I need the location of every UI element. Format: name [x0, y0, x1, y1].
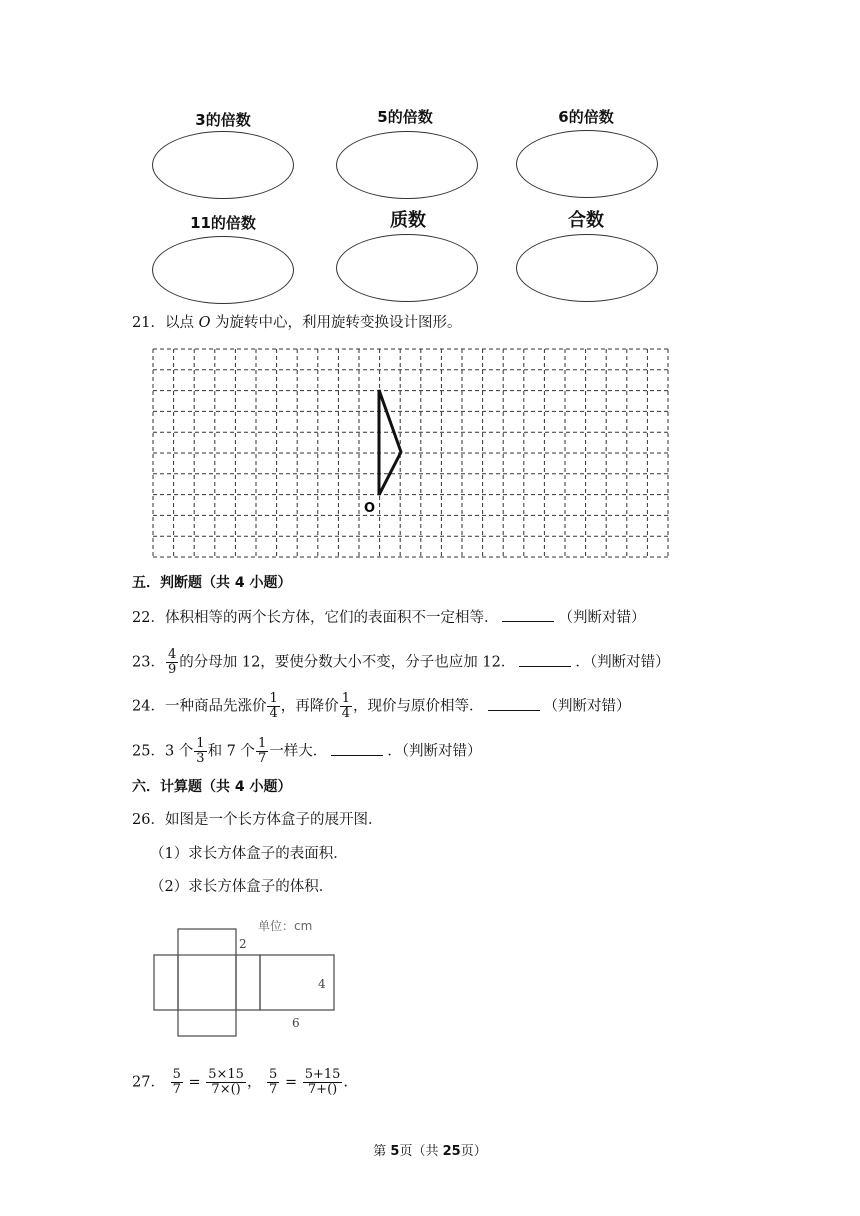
- fraction: $\frac{5\times 15}{7\times()}$: [208, 1067, 244, 1097]
- fraction: $\frac{4}{9}$: [167, 647, 177, 677]
- dimension-label: 4: [318, 977, 326, 991]
- question-27: 27． $\frac{5}{7}$ = $\frac{5\times 15}{7\times()}$ ， $\frac{5}{7}$ = $\frac{5+15}{7+()}$ .: [132, 1067, 349, 1097]
- question-21: 21．以点 O 为旋转中心，利用旋转变换设计图形。: [132, 315, 462, 331]
- oval-label: 11的倍数: [190, 214, 256, 232]
- point-o-label: O: [364, 501, 376, 516]
- section-title: 五．判断题（共 4 小题）: [132, 575, 292, 591]
- question-23: 23． $\frac{4}{9}$ 的分母加 12，要使分数大小不变，分子也应加 12． ．（判断对错）: [132, 647, 670, 677]
- oval-label: 5的倍数: [377, 108, 433, 126]
- question-24: 24．一种商品先涨价 $\frac{1}{4}$ ，再降价 $\frac{1}{4}$ ，现价与原价相等． （判断对错）: [132, 691, 631, 721]
- oval-label: 3的倍数: [195, 111, 251, 129]
- section-title: 六．计算题（共 4 小题）: [132, 779, 292, 795]
- page-footer: 第 5页（共 25页）: [373, 1144, 487, 1159]
- oval-label: 质数: [390, 210, 426, 231]
- unit-label: 单位：cm: [258, 919, 313, 933]
- fraction: $\frac{1}{4}$: [269, 691, 278, 721]
- question-25: 25．3 个 $\frac{1}{3}$ 和 7 个 $\frac{1}{7}$ 一样大． ．（判断对错）: [132, 736, 482, 766]
- question-26-part-2: （2）求长方体盒子的体积．: [150, 879, 334, 895]
- question-26: 26．如图是一个长方体盒子的展开图．: [132, 812, 383, 828]
- net-face: [236, 955, 260, 1010]
- oval-label: 6的倍数: [558, 108, 614, 126]
- fraction: $\frac{1}{3}$: [196, 736, 205, 766]
- net-face: [154, 955, 178, 1010]
- oval-label: 合数: [568, 210, 604, 231]
- fraction: $\frac{5}{7}$: [172, 1067, 181, 1097]
- question-26-part-1: （1）求长方体盒子的表面积．: [150, 846, 348, 862]
- dimension-label: 6: [292, 1016, 300, 1030]
- fraction: $\frac{5}{7}$: [269, 1067, 278, 1097]
- fraction: $\frac{1}{7}$: [258, 736, 267, 766]
- question-22: 22．体积相等的两个长方体，它们的表面积不一定相等． （判断对错）: [132, 607, 645, 628]
- net-face: [178, 929, 236, 1036]
- fraction: $\frac{1}{4}$: [341, 691, 351, 721]
- dimension-label: 2: [239, 937, 247, 951]
- fraction: $\frac{5+15}{7+()}$: [304, 1067, 341, 1097]
